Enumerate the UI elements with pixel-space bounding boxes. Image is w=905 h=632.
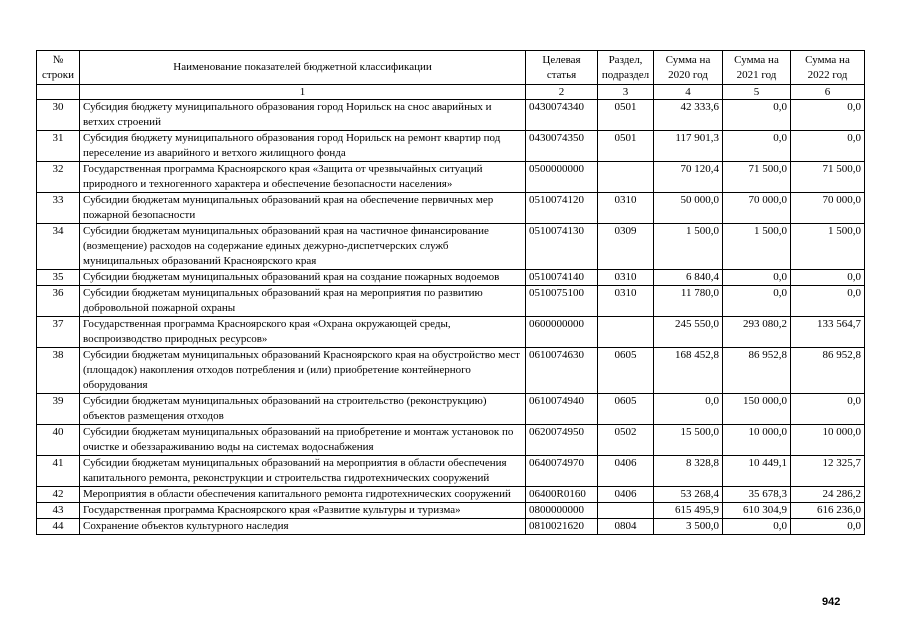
- indicator-name-cell: Субсидии бюджетам муниципальных образований на строительство (реконструкцию) объектов размещения отходов: [80, 394, 526, 425]
- sum-2022-cell: 12 325,7: [791, 456, 865, 487]
- header-target-article: Целевая статья: [526, 51, 598, 85]
- sum-2022-cell: 70 000,0: [791, 193, 865, 224]
- section-cell: 0406: [598, 487, 654, 503]
- section-cell: 0310: [598, 286, 654, 317]
- row-number-cell: 32: [37, 162, 80, 193]
- section-cell: 0605: [598, 348, 654, 394]
- sum-2021-cell: 0,0: [723, 100, 791, 131]
- sum-2021-cell: 10 449,1: [723, 456, 791, 487]
- sum-2020-cell: 0,0: [654, 394, 723, 425]
- row-number-cell: 30: [37, 100, 80, 131]
- indicator-name-cell: Субсидии бюджетам муниципальных образований Красноярского края на обустройство мест (площадок) накопления отходов потребления и (или) приобретение контейнерного оборудования: [80, 348, 526, 394]
- indicator-name-cell: Государственная программа Красноярского края «Охрана окружающей среды, воспроизводство природных ресурсов»: [80, 317, 526, 348]
- sum-2021-cell: 150 000,0: [723, 394, 791, 425]
- table-row: [37, 348, 865, 394]
- sum-2022-cell: 71 500,0: [791, 162, 865, 193]
- sum-2022-cell: 10 000,0: [791, 425, 865, 456]
- table-row: [37, 162, 865, 193]
- table-row: [37, 270, 865, 286]
- sum-2021-cell: 70 000,0: [723, 193, 791, 224]
- section-cell: 0501: [598, 131, 654, 162]
- indicator-name-cell: Сохранение объектов культурного наследия: [80, 519, 526, 535]
- table-row: [37, 193, 865, 224]
- column-number-empty: [37, 85, 80, 100]
- target-article-cell: 0800000000: [526, 503, 598, 519]
- section-cell: 0605: [598, 394, 654, 425]
- header-sum-2022: Сумма на 2022 год: [791, 51, 865, 85]
- sum-2021-cell: 0,0: [723, 286, 791, 317]
- row-number-cell: 31: [37, 131, 80, 162]
- sum-2020-cell: 615 495,9: [654, 503, 723, 519]
- row-number-cell: 41: [37, 456, 80, 487]
- header-row: [37, 51, 865, 85]
- table-row: [37, 394, 865, 425]
- section-cell: [598, 162, 654, 193]
- target-article-cell: 0810021620: [526, 519, 598, 535]
- sum-2021-cell: 71 500,0: [723, 162, 791, 193]
- sum-2020-cell: 15 500,0: [654, 425, 723, 456]
- sum-2022-cell: 0,0: [791, 131, 865, 162]
- sum-2021-cell: 86 952,8: [723, 348, 791, 394]
- indicator-name-cell: Субсидии бюджетам муниципальных образований края на частичное финансирование (возмещение) расходов на содержание единых дежурно-диспетчерских служб муниципальных образований Красноярского края: [80, 224, 526, 270]
- sum-2021-cell: 0,0: [723, 131, 791, 162]
- sum-2020-cell: 245 550,0: [654, 317, 723, 348]
- target-article-cell: 06400R0160: [526, 487, 598, 503]
- row-number-cell: 38: [37, 348, 80, 394]
- row-number-cell: 43: [37, 503, 80, 519]
- row-number-cell: 33: [37, 193, 80, 224]
- section-cell: 0309: [598, 224, 654, 270]
- row-number-cell: 35: [37, 270, 80, 286]
- section-cell: 0502: [598, 425, 654, 456]
- sum-2020-cell: 50 000,0: [654, 193, 723, 224]
- sum-2022-cell: 0,0: [791, 270, 865, 286]
- sum-2021-cell: 0,0: [723, 270, 791, 286]
- target-article-cell: 0500000000: [526, 162, 598, 193]
- row-number-cell: 42: [37, 487, 80, 503]
- sum-2021-cell: 610 304,9: [723, 503, 791, 519]
- header-sum-2021: Сумма на 2021 год: [723, 51, 791, 85]
- sum-2020-cell: 70 120,4: [654, 162, 723, 193]
- table-row: [37, 503, 865, 519]
- target-article-cell: 0510074120: [526, 193, 598, 224]
- indicator-name-cell: Субсидия бюджету муниципального образования город Норильск на ремонт квартир под переселение из аварийного и ветхого жилищного фонда: [80, 131, 526, 162]
- column-number-2: 2: [526, 85, 598, 100]
- sum-2022-cell: 0,0: [791, 100, 865, 131]
- sum-2021-cell: 35 678,3: [723, 487, 791, 503]
- column-number-4: 4: [654, 85, 723, 100]
- section-cell: [598, 503, 654, 519]
- target-article-cell: 0610074630: [526, 348, 598, 394]
- target-article-cell: 0610074940: [526, 394, 598, 425]
- sum-2020-cell: 8 328,8: [654, 456, 723, 487]
- indicator-name-cell: Государственная программа Красноярского края «Защита от чрезвычайных ситуаций природного и техногенного характера и обеспечение безопасности населения»: [80, 162, 526, 193]
- table-row: [37, 317, 865, 348]
- section-cell: 0501: [598, 100, 654, 131]
- table-row: [37, 100, 865, 131]
- indicator-name-cell: Субсидии бюджетам муниципальных образований края на создание пожарных водоемов: [80, 270, 526, 286]
- target-article-cell: 0430074340: [526, 100, 598, 131]
- indicator-name-cell: Субсидии бюджетам муниципальных образований края на мероприятия по развитию добровольной пожарной охраны: [80, 286, 526, 317]
- column-number-6: 6: [791, 85, 865, 100]
- indicator-name-cell: Мероприятия в области обеспечения капитального ремонта гидротехнических сооружений: [80, 487, 526, 503]
- header-name: Наименование показателей бюджетной классификации: [80, 51, 526, 85]
- page-number: 942: [822, 596, 841, 608]
- header-section: Раздел, подраздел: [598, 51, 654, 85]
- sum-2020-cell: 11 780,0: [654, 286, 723, 317]
- sum-2021-cell: 0,0: [723, 519, 791, 535]
- table-row: [37, 487, 865, 503]
- section-cell: 0310: [598, 193, 654, 224]
- table-row: [37, 519, 865, 535]
- row-number-cell: 44: [37, 519, 80, 535]
- target-article-cell: 0510075100: [526, 286, 598, 317]
- target-article-cell: 0510074140: [526, 270, 598, 286]
- sum-2022-cell: 133 564,7: [791, 317, 865, 348]
- sum-2021-cell: 10 000,0: [723, 425, 791, 456]
- sum-2022-cell: 0,0: [791, 519, 865, 535]
- section-cell: 0310: [598, 270, 654, 286]
- row-number-cell: 36: [37, 286, 80, 317]
- table-body: [37, 100, 865, 535]
- target-article-cell: 0510074130: [526, 224, 598, 270]
- sum-2020-cell: 42 333,6: [654, 100, 723, 131]
- sum-2020-cell: 6 840,4: [654, 270, 723, 286]
- row-number-cell: 34: [37, 224, 80, 270]
- column-number-5: 5: [723, 85, 791, 100]
- header-sum-2020: Сумма на 2020 год: [654, 51, 723, 85]
- indicator-name-cell: Субсидии бюджетам муниципальных образований края на обеспечение первичных мер пожарной безопасности: [80, 193, 526, 224]
- row-number-cell: 40: [37, 425, 80, 456]
- sum-2022-cell: 1 500,0: [791, 224, 865, 270]
- sum-2020-cell: 168 452,8: [654, 348, 723, 394]
- sum-2020-cell: 1 500,0: [654, 224, 723, 270]
- target-article-cell: 0430074350: [526, 131, 598, 162]
- indicator-name-cell: Субсидии бюджетам муниципальных образований на приобретение и монтаж установок по очистке и обеззараживанию воды на системах водоснабжения: [80, 425, 526, 456]
- column-number-1: 1: [80, 85, 526, 100]
- sum-2021-cell: 1 500,0: [723, 224, 791, 270]
- sum-2022-cell: 24 286,2: [791, 487, 865, 503]
- table-row: [37, 425, 865, 456]
- section-cell: 0406: [598, 456, 654, 487]
- target-article-cell: 0620074950: [526, 425, 598, 456]
- column-number-3: 3: [598, 85, 654, 100]
- row-number-cell: 37: [37, 317, 80, 348]
- target-article-cell: 0640074970: [526, 456, 598, 487]
- section-cell: 0804: [598, 519, 654, 535]
- sum-2022-cell: 0,0: [791, 394, 865, 425]
- sum-2022-cell: 86 952,8: [791, 348, 865, 394]
- budget-table: [36, 50, 865, 535]
- table-row: [37, 456, 865, 487]
- column-number-row: [37, 85, 865, 100]
- indicator-name-cell: Субсидия бюджету муниципального образования город Норильск на снос аварийных и ветхих строений: [80, 100, 526, 131]
- indicator-name-cell: Субсидии бюджетам муниципальных образований на мероприятия в области обеспечения капитального ремонта, реконструкции и строительства гидротехнических сооружений: [80, 456, 526, 487]
- sum-2022-cell: 0,0: [791, 286, 865, 317]
- table-row: [37, 131, 865, 162]
- sum-2020-cell: 117 901,3: [654, 131, 723, 162]
- sum-2020-cell: 3 500,0: [654, 519, 723, 535]
- section-cell: [598, 317, 654, 348]
- header-row-number: № строки: [37, 51, 80, 85]
- sum-2021-cell: 293 080,2: [723, 317, 791, 348]
- sum-2020-cell: 53 268,4: [654, 487, 723, 503]
- target-article-cell: 0600000000: [526, 317, 598, 348]
- row-number-cell: 39: [37, 394, 80, 425]
- indicator-name-cell: Государственная программа Красноярского края «Развитие культуры и туризма»: [80, 503, 526, 519]
- table-row: [37, 286, 865, 317]
- table-row: [37, 224, 865, 270]
- sum-2022-cell: 616 236,0: [791, 503, 865, 519]
